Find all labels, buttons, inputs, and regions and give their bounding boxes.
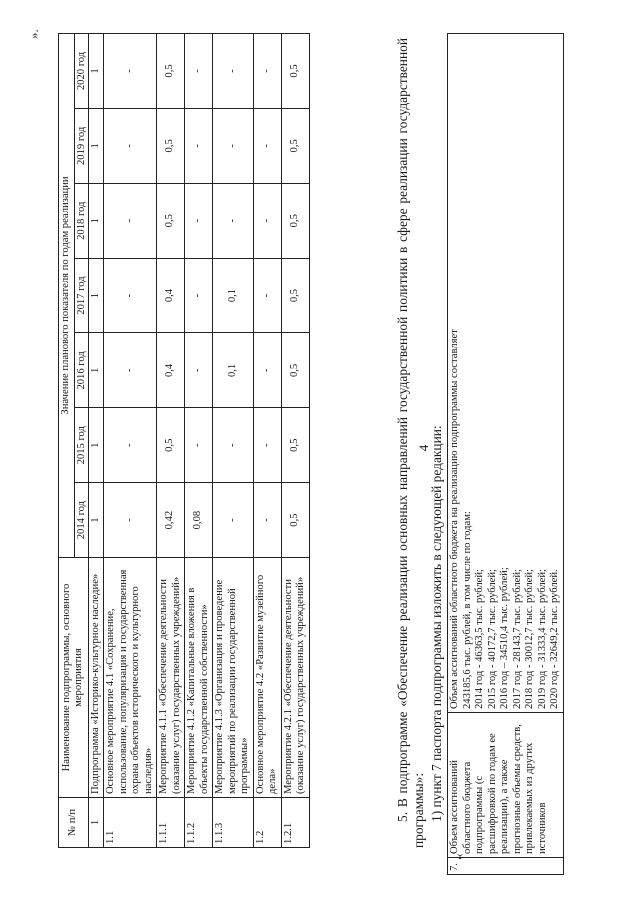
table-row <box>281 34 309 848</box>
row-value: - <box>185 408 213 483</box>
subprogram-name: Подпрограмма «Историко-культурное наследие» <box>88 558 104 798</box>
row-value: - <box>104 483 157 558</box>
row-value: 0,42 <box>157 483 185 558</box>
page-number: 4 <box>416 444 431 452</box>
row-value: 0,5 <box>281 333 309 408</box>
row-value: 0,5 <box>157 183 185 258</box>
subprogram-cell: 1 <box>88 798 104 848</box>
paragraph-1: 1) пункт 7 паспорта подпрограммы изложить в следующей редакции: <box>429 425 444 822</box>
subprogram-cell: 1 <box>88 108 104 183</box>
row-value: - <box>185 258 213 333</box>
row-value: 0,5 <box>157 34 185 109</box>
header-year: 2016 год <box>74 333 88 408</box>
passport-line: 2018 год - 30012,7 тыс. рублей; <box>524 569 535 709</box>
subprogram-cell: 1 <box>88 183 104 258</box>
row-num: 1.2.1 <box>281 798 309 848</box>
opening-quote: « <box>451 853 466 860</box>
row-value: - <box>185 333 213 408</box>
subprogram-cell: 1 <box>88 333 104 408</box>
row-value: 0,1 <box>213 333 254 408</box>
row-value: - <box>253 408 281 483</box>
row-value: - <box>213 108 254 183</box>
row-name: Основное мероприятие 4.1 «Сохранение, использование, популяризация и государственная охрана объектов исторического и культурного наследия» <box>104 558 157 798</box>
row-value: 0,5 <box>157 108 185 183</box>
passport-line: Объем ассигнований областного бюджета на реализацию подпрограммы составляет <box>449 329 460 709</box>
row-value: - <box>185 183 213 258</box>
subprogram-cell: 1 <box>88 258 104 333</box>
row-value: 0,4 <box>157 258 185 333</box>
row-value: 0,08 <box>185 483 213 558</box>
row-value: - <box>104 408 157 483</box>
row-num: 1.1.2 <box>185 798 213 848</box>
row-value: 0,5 <box>281 183 309 258</box>
subprogram-cell: 1 <box>88 483 104 558</box>
header-name: Наименование подпрограммы, основного мероприятия <box>59 558 89 798</box>
row-value: 0,4 <box>157 333 185 408</box>
row-name: Мероприятие 4.1.1 «Обеспечение деятельности (оказание услуг) государственных учреждений» <box>157 558 185 798</box>
row-value: 0,5 <box>281 258 309 333</box>
row-value: - <box>253 108 281 183</box>
row-name: Мероприятие 4.1.2 «Капитальные вложения в объекты государственной собственности» <box>185 558 213 798</box>
header-year: 2019 год <box>74 108 88 183</box>
row-num: 1.2 <box>253 798 281 848</box>
table-row <box>253 34 281 848</box>
row-value: 0,5 <box>281 483 309 558</box>
subprogram-row <box>88 34 104 848</box>
passport-value <box>448 34 564 713</box>
row-value: 0,5 <box>281 408 309 483</box>
table-row <box>213 34 254 848</box>
row-num: 1.1.1 <box>157 798 185 848</box>
row-value: - <box>104 333 157 408</box>
row-name: Мероприятие 4.2.1 «Обеспечение деятельности (оказание услуг) государственных учреждений» <box>281 558 309 798</box>
passport-label: Объем ассигнований областного бюджета подпрограммы (с расшифровкой по годам ее реализации), а также прогнозные объемы средств, привлекаемых из других источников <box>448 713 564 858</box>
passport-line: 2016 год – 34510,4 тыс. рублей; <box>499 567 510 709</box>
header-year: 2018 год <box>74 183 88 258</box>
row-num: 1.1 <box>104 798 157 848</box>
row-value: 0,5 <box>281 34 309 109</box>
subprogram-cell: 1 <box>88 34 104 109</box>
table-row <box>185 34 213 848</box>
passport-row <box>448 34 564 875</box>
row-value: - <box>213 408 254 483</box>
indicator-table <box>58 33 310 848</box>
row-value: - <box>213 34 254 109</box>
passport-line: 2020 год - 32649,2 тыс. рублей. <box>549 569 560 709</box>
table-row <box>157 34 185 848</box>
row-value: - <box>253 34 281 109</box>
row-value: - <box>253 333 281 408</box>
row-value: - <box>213 183 254 258</box>
row-value: - <box>253 183 281 258</box>
passport-line: 243185,6 тыс. рублей, в том числе по годам: <box>461 511 473 709</box>
row-name: Мероприятие 4.1.3 «Организация и проведение мероприятий по реализации государственной программы» <box>213 558 254 798</box>
row-value: 0,1 <box>213 258 254 333</box>
header-year: 2020 год <box>74 34 88 109</box>
header-year: 2014 год <box>74 483 88 558</box>
passport-line: 2019 год - 31333,4 тыс. рублей; <box>536 569 548 709</box>
row-value: - <box>253 483 281 558</box>
row-value: 0,5 <box>281 108 309 183</box>
subprogram-cell: 1 <box>88 408 104 483</box>
paragraph-5: 5. В подпрограмме «Обеспечение реализации основных направлений государственной политики в сфере реализации государственной программы»: <box>395 38 426 848</box>
row-value: - <box>104 34 157 109</box>
header-year: 2015 год <box>74 408 88 483</box>
row-value: - <box>104 258 157 333</box>
row-value: - <box>185 108 213 183</box>
row-value: - <box>104 108 157 183</box>
passport-line: 2014 год - 46363,5 тыс. рублей; <box>474 569 485 709</box>
row-value: - <box>185 34 213 109</box>
table-row <box>104 34 157 848</box>
row-value: - <box>104 183 157 258</box>
passport-line: 2017 год - 28143,7 тыс. рублей; <box>511 569 523 709</box>
closing-quote: ». <box>26 29 41 39</box>
header-num: № п/п <box>59 798 89 848</box>
passport-table <box>447 33 564 875</box>
header-group: Значение планового показателя по годам реализации <box>59 34 75 558</box>
header-row-1 <box>59 34 75 848</box>
row-value: - <box>253 258 281 333</box>
table-body <box>104 34 310 848</box>
passport-line: 2015 год - 40172,7 тыс. рублей; <box>486 569 498 709</box>
row-value: - <box>213 483 254 558</box>
header-year: 2017 год <box>74 258 88 333</box>
row-name: Основное мероприятие 4.2 «Развитие музейного дела» <box>253 558 281 798</box>
row-value: 0,5 <box>157 408 185 483</box>
row-num: 1.1.3 <box>213 798 254 848</box>
passport-num: 7. <box>448 858 564 875</box>
